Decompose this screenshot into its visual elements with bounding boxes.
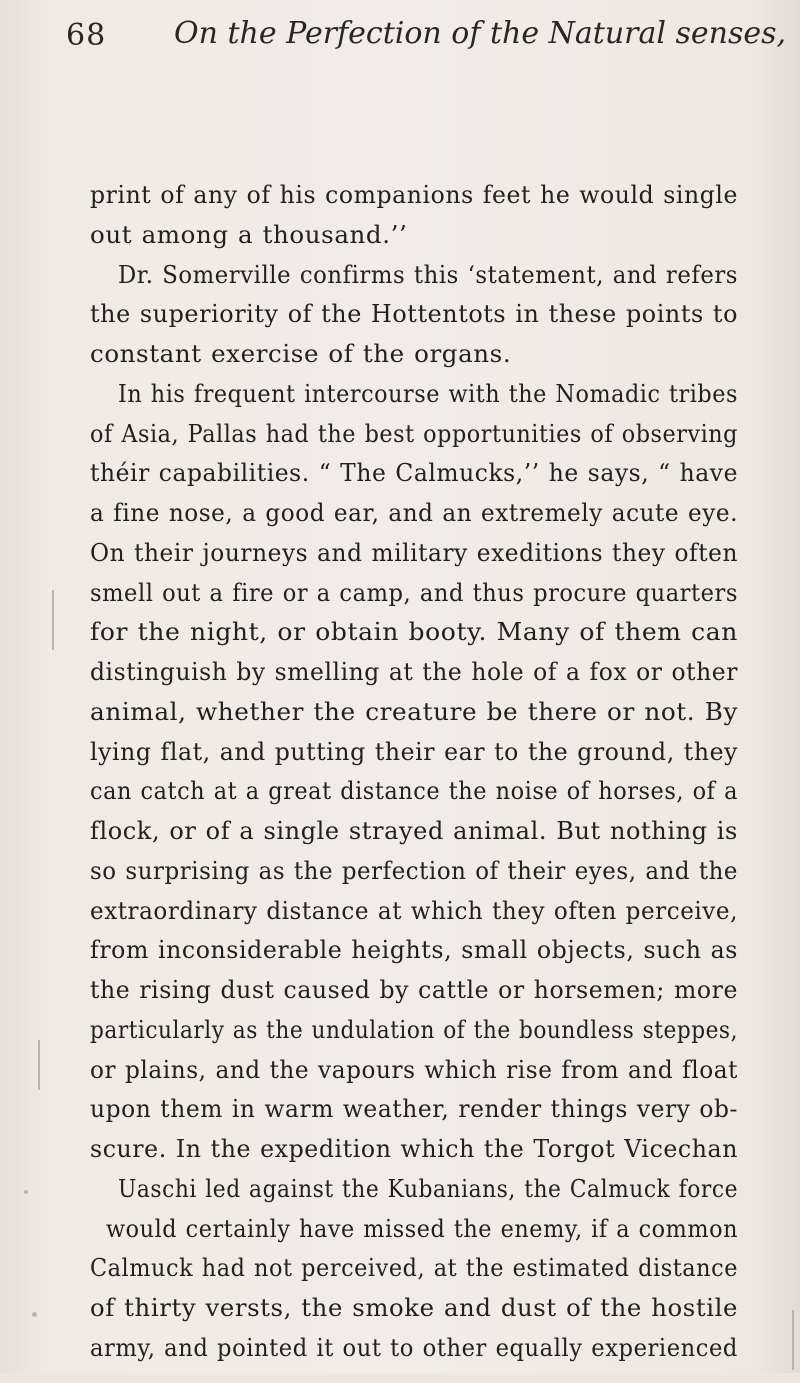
text-line: of thirty versts, the smoke and dust of the hostile <box>90 1293 738 1323</box>
text-line: lying flat, and putting their ear to the ground, they <box>90 736 739 766</box>
page-number: 68 <box>66 18 107 53</box>
page-header <box>0 8 800 68</box>
text-line: upon them in warm weather, render things very ob- <box>90 1094 739 1124</box>
running-title: On the Perfection of the Natural senses, <box>174 16 787 51</box>
text-line: out among a thousand.’’ <box>90 219 408 249</box>
text-line: constant exercise of the organs. <box>90 339 512 369</box>
text-line: Uaschi led against the Kubanians, the Calmuck force <box>118 1173 739 1203</box>
text-line: of Asia, Pallas had the best opportunities of observing <box>90 418 738 448</box>
text-line: army, and pointed it out to other equally experienced <box>90 1333 738 1362</box>
text-line: from inconsiderable heights, small objects, such as <box>90 935 738 965</box>
text-line: can catch at a great distance the noise of horses, of a <box>90 776 738 806</box>
text-line: for the night, or obtain booty. Many of them can <box>90 617 738 647</box>
text-line: In his frequent intercourse with the Nomadic tribes <box>118 378 738 408</box>
text-line: smell out a fire or a camp, and thus procure quarters <box>90 577 738 607</box>
text-line: a fine nose, a good ear, and an extremely acute eye. <box>90 498 739 528</box>
text-line: would certainly have missed the enemy, if a common <box>106 1213 739 1243</box>
text-line: théir capabilities. “ The Calmucks,’’ he says, “ have <box>90 458 739 488</box>
text-line: animal, whether the creature be there or not. By <box>90 696 738 726</box>
margin-mark <box>52 590 54 650</box>
text-line: print of any of his companions feet he would single <box>90 180 739 209</box>
text-line: the rising dust caused by cattle or horsemen; more <box>90 975 738 1005</box>
text-line: particularly as the undulation of the boundless steppes, <box>90 1014 738 1044</box>
text-line: so surprising as the perfection of their eyes, and the <box>90 855 738 885</box>
text-line: Calmuck had not perceived, at the estimated distance <box>90 1253 739 1283</box>
text-line: scure. In the expedition which the Torgot Vicechan <box>90 1134 739 1164</box>
text-line: On their journeys and military exeditions they often <box>90 537 739 567</box>
paper-speck <box>24 1190 28 1194</box>
text-line: distinguish by smelling at the hole of a fox or other <box>90 657 738 687</box>
text-line: extraordinary distance at which they often perceive, <box>90 895 738 925</box>
paper-speck <box>32 1312 37 1317</box>
margin-mark <box>38 1040 40 1090</box>
text-line: flock, or of a single strayed animal. But nothing is <box>90 816 738 846</box>
text-line: Dr. Somerville confirms this ‘statement, and refers <box>118 259 739 289</box>
text-line: or plains, and the vapours which rise from and float <box>90 1054 738 1084</box>
margin-mark <box>792 1310 794 1370</box>
text-line: the superiority of the Hottentots in these points to <box>90 299 739 329</box>
